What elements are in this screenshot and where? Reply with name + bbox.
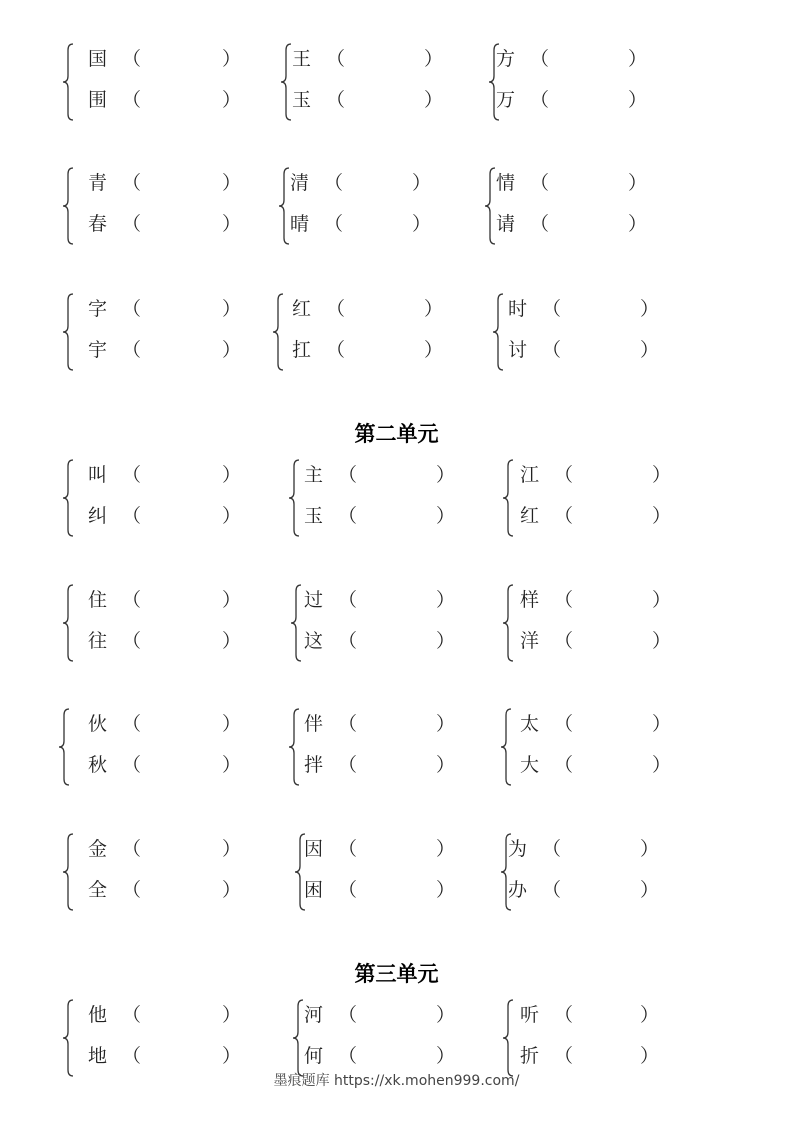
character-pair-group [294, 832, 484, 912]
character: 江 [520, 464, 540, 486]
character: 地 [88, 1045, 108, 1067]
character: 青 [88, 172, 108, 194]
close-paren: ） [222, 589, 242, 611]
open-paren: （ [530, 213, 550, 235]
open-paren: （ [338, 1004, 358, 1026]
open-paren: （ [542, 879, 562, 901]
brace-icon [62, 998, 76, 1078]
brace-icon [58, 707, 72, 787]
close-paren: ） [436, 838, 456, 860]
word-blank-line [304, 875, 464, 905]
close-paren: ） [222, 89, 242, 111]
character-pair-group [290, 583, 480, 663]
character-pair-group [280, 42, 470, 122]
close-paren: ） [222, 48, 242, 70]
open-paren: （ [122, 754, 142, 776]
open-paren: （ [338, 505, 358, 527]
close-paren: ） [628, 48, 648, 70]
close-paren: ） [222, 1045, 242, 1067]
close-paren: ） [424, 48, 444, 70]
open-paren: （ [530, 89, 550, 111]
character-pair-group [62, 583, 252, 663]
close-paren: ） [640, 1004, 660, 1026]
character: 伙 [88, 713, 108, 735]
open-paren: （ [324, 213, 344, 235]
open-paren: （ [324, 172, 344, 194]
open-paren: （ [122, 213, 142, 235]
close-paren: ） [436, 589, 456, 611]
close-paren: ） [436, 464, 456, 486]
word-blank-line [520, 460, 680, 490]
character: 拌 [304, 754, 324, 776]
character: 讨 [508, 339, 528, 361]
close-paren: ） [222, 630, 242, 652]
close-paren: ） [652, 589, 672, 611]
close-paren: ） [222, 172, 242, 194]
character-pair-group [62, 42, 252, 122]
brace-icon [62, 458, 76, 538]
word-blank-line [292, 294, 452, 324]
open-paren: （ [122, 298, 142, 320]
brace-icon [502, 583, 516, 663]
word-blank-line [88, 875, 248, 905]
word-blank-line [304, 460, 464, 490]
character: 扛 [292, 339, 312, 361]
character: 往 [88, 630, 108, 652]
word-blank-line [508, 335, 668, 365]
brace-icon [62, 583, 76, 663]
character: 国 [88, 48, 108, 70]
brace-icon [492, 292, 506, 372]
close-paren: ） [652, 754, 672, 776]
close-paren: ） [640, 339, 660, 361]
character-pair-group [272, 292, 462, 372]
word-blank-line [88, 834, 248, 864]
brace-icon [62, 42, 76, 122]
close-paren: ） [222, 838, 242, 860]
open-paren: （ [326, 298, 346, 320]
character: 金 [88, 838, 108, 860]
open-paren: （ [122, 48, 142, 70]
character: 围 [88, 89, 108, 111]
open-paren: （ [530, 172, 550, 194]
word-blank-line [520, 501, 680, 531]
word-blank-line [508, 834, 668, 864]
footer-watermark: 墨痕题库 https://xk.mohen999.com/ [273, 1073, 520, 1089]
character: 因 [304, 838, 324, 860]
close-paren: ） [424, 339, 444, 361]
character: 春 [88, 213, 108, 235]
character: 太 [520, 713, 540, 735]
character: 大 [520, 754, 540, 776]
character-pair-group [62, 166, 252, 246]
word-blank-line [88, 168, 248, 198]
character: 情 [496, 172, 516, 194]
word-blank-line [292, 335, 452, 365]
character: 时 [508, 298, 528, 320]
character: 宇 [88, 339, 108, 361]
word-blank-line [88, 626, 248, 656]
open-paren: （ [122, 1045, 142, 1067]
word-blank-line [88, 1000, 248, 1030]
character-pair-group [500, 707, 690, 787]
open-paren: （ [122, 339, 142, 361]
word-blank-line [88, 209, 248, 239]
open-paren: （ [122, 505, 142, 527]
close-paren: ） [640, 1045, 660, 1067]
brace-icon [62, 292, 76, 372]
character: 玉 [304, 505, 324, 527]
close-paren: ） [436, 879, 456, 901]
character: 秋 [88, 754, 108, 776]
word-blank-line [520, 709, 680, 739]
brace-icon [62, 166, 76, 246]
character: 过 [304, 589, 324, 611]
word-blank-line [508, 875, 668, 905]
open-paren: （ [542, 838, 562, 860]
close-paren: ） [424, 298, 444, 320]
close-paren: ） [412, 172, 432, 194]
open-paren: （ [338, 630, 358, 652]
word-blank-line [88, 85, 248, 115]
word-blank-line [88, 709, 248, 739]
open-paren: （ [326, 339, 346, 361]
character-pair-group [288, 458, 478, 538]
word-blank-line [88, 294, 248, 324]
close-paren: ） [424, 89, 444, 111]
close-paren: ） [222, 713, 242, 735]
word-blank-line [292, 85, 452, 115]
character: 请 [496, 213, 516, 235]
close-paren: ） [628, 213, 648, 235]
open-paren: （ [554, 589, 574, 611]
word-blank-line [496, 168, 656, 198]
close-paren: ） [652, 630, 672, 652]
word-blank-line [304, 834, 464, 864]
character-pair-group [62, 292, 252, 372]
character-pair-group [288, 707, 478, 787]
character: 方 [496, 48, 516, 70]
character: 晴 [290, 213, 310, 235]
open-paren: （ [122, 464, 142, 486]
character: 折 [520, 1045, 540, 1067]
close-paren: ） [436, 630, 456, 652]
brace-icon [288, 458, 302, 538]
close-paren: ） [652, 713, 672, 735]
character: 困 [304, 879, 324, 901]
character: 红 [520, 505, 540, 527]
word-blank-line [520, 750, 680, 780]
brace-icon [500, 707, 514, 787]
close-paren: ） [436, 713, 456, 735]
character-pair-group [292, 998, 482, 1078]
open-paren: （ [338, 713, 358, 735]
character-pair-group [484, 166, 674, 246]
open-paren: （ [122, 1004, 142, 1026]
close-paren: ） [436, 505, 456, 527]
close-paren: ） [222, 505, 242, 527]
open-paren: （ [122, 879, 142, 901]
close-paren: ） [222, 754, 242, 776]
word-blank-line [520, 1041, 680, 1071]
word-blank-line [290, 168, 450, 198]
word-blank-line [304, 1041, 464, 1071]
character: 为 [508, 838, 528, 860]
word-blank-line [88, 750, 248, 780]
open-paren: （ [122, 172, 142, 194]
open-paren: （ [554, 754, 574, 776]
character: 他 [88, 1004, 108, 1026]
brace-icon [502, 998, 516, 1078]
word-blank-line [304, 750, 464, 780]
open-paren: （ [530, 48, 550, 70]
character: 全 [88, 879, 108, 901]
open-paren: （ [338, 589, 358, 611]
close-paren: ） [640, 298, 660, 320]
section-heading: 第二单元 [354, 422, 439, 446]
character: 河 [304, 1004, 324, 1026]
open-paren: （ [554, 630, 574, 652]
open-paren: （ [338, 464, 358, 486]
close-paren: ） [652, 505, 672, 527]
character: 这 [304, 630, 324, 652]
word-blank-line [496, 209, 656, 239]
brace-icon [502, 458, 516, 538]
word-blank-line [496, 85, 656, 115]
open-paren: （ [554, 464, 574, 486]
close-paren: ） [222, 464, 242, 486]
character: 何 [304, 1045, 324, 1067]
character: 红 [292, 298, 312, 320]
word-blank-line [304, 585, 464, 615]
brace-icon [62, 832, 76, 912]
character: 王 [292, 48, 312, 70]
word-blank-line [88, 1041, 248, 1071]
open-paren: （ [326, 89, 346, 111]
close-paren: ） [640, 879, 660, 901]
open-paren: （ [338, 879, 358, 901]
character-pair-group [502, 458, 692, 538]
word-blank-line [304, 501, 464, 531]
open-paren: （ [122, 630, 142, 652]
character-pair-group [62, 458, 252, 538]
word-blank-line [520, 1000, 680, 1030]
word-blank-line [88, 44, 248, 74]
character: 主 [304, 464, 324, 486]
open-paren: （ [542, 298, 562, 320]
open-paren: （ [326, 48, 346, 70]
character: 清 [290, 172, 310, 194]
brace-icon [290, 583, 304, 663]
character-pair-group [492, 292, 682, 372]
close-paren: ） [436, 1004, 456, 1026]
word-blank-line [304, 709, 464, 739]
character-pair-group [500, 832, 690, 912]
word-blank-line [292, 44, 452, 74]
close-paren: ） [222, 339, 242, 361]
open-paren: （ [554, 1045, 574, 1067]
word-blank-line [290, 209, 450, 239]
character: 伴 [304, 713, 324, 735]
open-paren: （ [542, 339, 562, 361]
close-paren: ） [222, 213, 242, 235]
open-paren: （ [338, 754, 358, 776]
word-blank-line [88, 335, 248, 365]
character: 万 [496, 89, 516, 111]
close-paren: ） [222, 879, 242, 901]
close-paren: ） [436, 1045, 456, 1067]
word-blank-line [88, 501, 248, 531]
word-blank-line [304, 626, 464, 656]
character: 样 [520, 589, 540, 611]
word-blank-line [520, 585, 680, 615]
open-paren: （ [554, 713, 574, 735]
close-paren: ） [436, 754, 456, 776]
character: 玉 [292, 89, 312, 111]
open-paren: （ [554, 505, 574, 527]
word-blank-line [304, 1000, 464, 1030]
open-paren: （ [338, 1045, 358, 1067]
open-paren: （ [554, 1004, 574, 1026]
open-paren: （ [122, 589, 142, 611]
open-paren: （ [122, 89, 142, 111]
close-paren: ） [652, 464, 672, 486]
character-pair-group [502, 998, 692, 1078]
character-pair-group [62, 998, 252, 1078]
section-heading: 第三单元 [354, 962, 439, 986]
brace-icon [288, 707, 302, 787]
close-paren: ） [640, 838, 660, 860]
word-blank-line [520, 626, 680, 656]
close-paren: ） [222, 298, 242, 320]
character: 办 [508, 879, 528, 901]
close-paren: ） [628, 172, 648, 194]
character: 听 [520, 1004, 540, 1026]
word-blank-line [88, 460, 248, 490]
close-paren: ） [222, 1004, 242, 1026]
character: 叫 [88, 464, 108, 486]
open-paren: （ [338, 838, 358, 860]
character: 住 [88, 589, 108, 611]
character-pair-group [488, 42, 678, 122]
close-paren: ） [628, 89, 648, 111]
word-blank-line [88, 585, 248, 615]
word-blank-line [508, 294, 668, 324]
character-pair-group [62, 832, 252, 912]
character: 字 [88, 298, 108, 320]
close-paren: ） [412, 213, 432, 235]
word-blank-line [496, 44, 656, 74]
character-pair-group [58, 707, 248, 787]
character: 洋 [520, 630, 540, 652]
open-paren: （ [122, 713, 142, 735]
character: 纠 [88, 505, 108, 527]
brace-icon [272, 292, 286, 372]
character-pair-group [502, 583, 692, 663]
open-paren: （ [122, 838, 142, 860]
character-pair-group [278, 166, 468, 246]
